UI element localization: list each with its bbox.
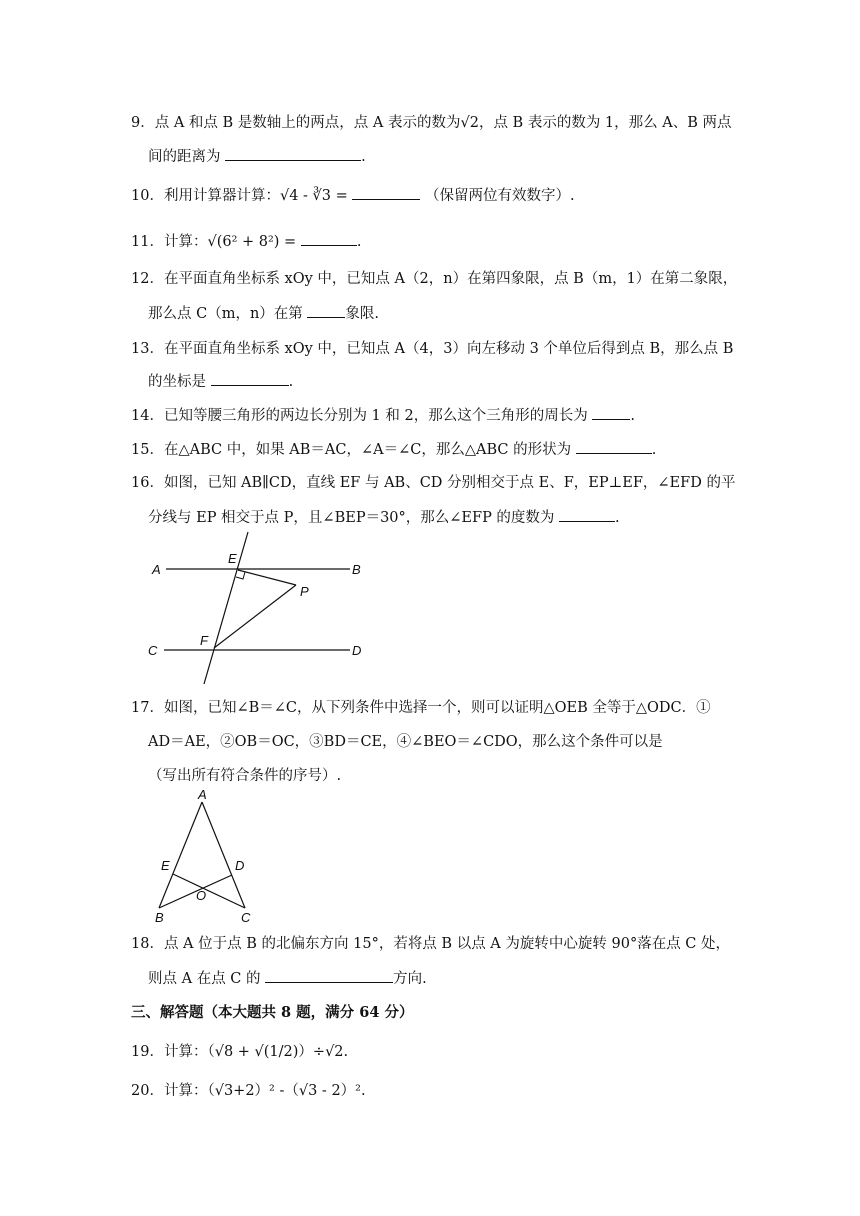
q9-answer-blank[interactable] [225, 146, 361, 161]
label-e: E [228, 551, 237, 566]
q9-line2-text: 间的距离为 [148, 149, 221, 165]
q13-line2-end: . [288, 374, 294, 390]
q16-line2-text: 分线与 EP 相交于点 P，且∠BEP＝30°，那么∠EFP 的度数为 [148, 510, 555, 526]
q10-text-post: （保留两位有效数字）. [424, 188, 575, 204]
q11-answer-blank[interactable] [301, 231, 357, 246]
q15-text: 15．在△ABC 中，如果 AB＝AC，∠A＝∠C，那么△ABC 的形状为 [131, 442, 572, 458]
q18-answer-blank[interactable] [265, 968, 393, 983]
q15-line [131, 439, 656, 460]
q16-figure [140, 528, 380, 688]
q16-line2-end: . [615, 510, 620, 526]
q11-text-post: . [356, 234, 362, 250]
right-angle-mark [236, 572, 245, 579]
q9-line2-end: . [361, 149, 366, 165]
label-a: A [198, 788, 207, 802]
q18-line1: 18．点 A 位于点 B 的北偏东方向 15°，若将点 B 以点 A 为旋转中心旋转 90°落在点 C 处， [131, 936, 731, 952]
q14-text: 14．已知等腰三角形的两边长分别为 1 和 2，那么这个三角形的周长为 [131, 408, 588, 424]
label-a: A [152, 562, 161, 577]
q12-answer-blank[interactable] [307, 303, 345, 318]
label-p: P [300, 584, 309, 599]
q18-line2 [148, 968, 427, 989]
q16-line2 [148, 507, 620, 528]
label-b: B [352, 562, 361, 577]
q10-text: 10．利用计算器计算：√4 - ∛3 = [131, 188, 348, 204]
q13-line1: 13．在平面直角坐标系 xOy 中，已知点 A（4，3）向左移动 3 个单位后得到点 B，那么点 B [131, 341, 734, 357]
line-ef [204, 532, 248, 684]
q19-line: 19．计算：（√8 + √(1/2)）÷√2. [131, 1044, 349, 1060]
q13-line2 [148, 371, 293, 392]
q9-line1: 9．点 A 和点 B 是数轴上的两点，点 A 表示的数为√2，点 B 表示的数为 1，那么 A、B 两点 [131, 115, 732, 131]
q13-answer-blank[interactable] [211, 371, 289, 386]
segment-ce [173, 874, 245, 908]
q12-line2-end: 象限. [345, 306, 380, 322]
q13-line2-text: 的坐标是 [148, 374, 206, 390]
q20-line: 20．计算：（√3+2）² -（√3 - 2）². [131, 1083, 366, 1099]
q17-figure [145, 788, 265, 926]
q12-line2 [148, 303, 379, 324]
q17-line2: AD＝AE，②OB＝OC，③BD＝CE，④∠BEO＝∠CDO，那么这个条件可以是 [148, 734, 663, 750]
q17-line3: （写出所有符合条件的序号）. [148, 768, 342, 784]
label-o: O [196, 888, 207, 903]
label-c: C [241, 910, 251, 925]
q16-answer-blank[interactable] [559, 507, 615, 522]
q10-answer-blank[interactable] [352, 185, 420, 200]
q10-line [131, 185, 575, 206]
q18-line2-end: 方向. [393, 971, 427, 987]
q16-line1: 16．如图，已知 AB∥CD，直线 EF 与 AB、CD 分别相交于点 E、F，EP⊥EF，∠EFD 的平 [131, 475, 736, 491]
q17-line1: 17．如图，已知∠B＝∠C，从下列条件中选择一个，则可以证明△OEB 全等于△ODC．① [131, 700, 711, 716]
label-f: F [200, 633, 208, 648]
label-d: D [235, 858, 245, 873]
q14-answer-blank[interactable] [592, 405, 630, 420]
q18-line2-text: 则点 A 在点 C 的 [148, 971, 261, 987]
q15-text-post: . [651, 442, 657, 458]
q12-line2-text: 那么点 C（m，n）在第 [148, 306, 303, 322]
q11-line [131, 231, 361, 252]
segment-fp [214, 585, 296, 648]
label-b: B [155, 910, 164, 925]
label-c: C [148, 643, 158, 658]
label-d: D [352, 643, 362, 658]
q12-line1: 12．在平面直角坐标系 xOy 中，已知点 A（2，n）在第四象限，点 B（m，1）在第二象限， [131, 271, 738, 287]
label-e: E [161, 858, 170, 873]
segment-ep [238, 570, 296, 585]
q14-line [131, 405, 635, 426]
q14-text-post: . [630, 408, 635, 424]
section-3-title: 三、解答题（本大题共 8 题，满分 64 分） [131, 1004, 414, 1021]
q11-text: 11．计算：√(6² + 8²) = [131, 234, 297, 250]
q9-line2 [148, 146, 366, 167]
q15-answer-blank[interactable] [576, 439, 652, 454]
segment-ac [202, 802, 245, 908]
